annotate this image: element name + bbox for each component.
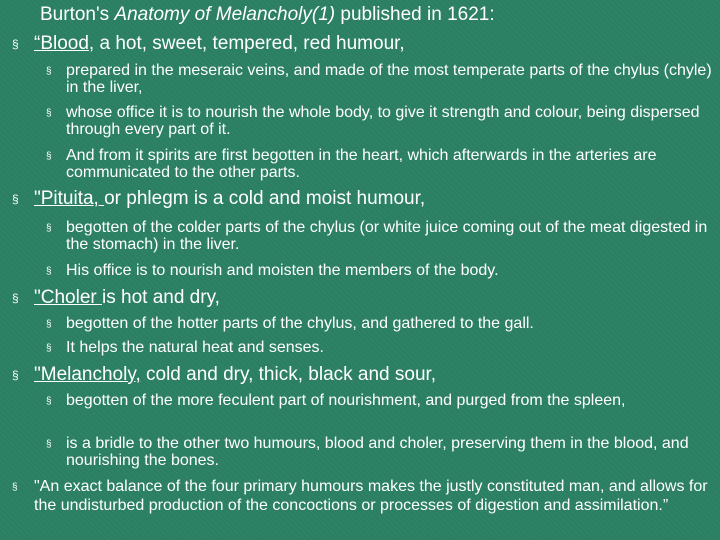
sub-item-text: begotten of the more feculent part of nourishment, and purged from the spleen, xyxy=(66,392,626,409)
humour-description: , a hot, sweet, tempered, red humour, xyxy=(88,33,405,54)
title-suffix: published in 1621: xyxy=(335,4,495,25)
sub-item-text: begotten of the colder parts of the chylus (or white juice coming out of the meat digested in the stomach) in the liver. xyxy=(66,219,708,253)
bullet-icon: § xyxy=(12,192,19,206)
bullet-icon: § xyxy=(46,266,52,277)
title-prefix: Burton's xyxy=(40,4,115,25)
bullet-icon: § xyxy=(46,439,52,450)
sub-item-text: prepared in the meseraic veins, and made of the most temperate parts of the chylus (chyle) in the liver, xyxy=(66,62,712,96)
sub-item-text: begotten of the hotter parts of the chylus, and gathered to the gall. xyxy=(66,315,534,332)
bullet-icon: § xyxy=(46,108,52,119)
humour-name: "Pituita, xyxy=(34,188,105,209)
sub-item xyxy=(46,262,714,279)
bullet-icon: § xyxy=(12,291,19,305)
humour-name: “Blood xyxy=(34,33,89,54)
bullet-icon: § xyxy=(46,151,52,162)
bullet-icon: § xyxy=(12,482,18,493)
humour-name: "Choler xyxy=(34,287,102,308)
closing-quote xyxy=(12,477,714,515)
bullet-icon: § xyxy=(46,66,52,77)
bullet-icon: § xyxy=(12,37,19,51)
humour-blood xyxy=(12,33,714,55)
humour-choler xyxy=(12,287,714,309)
sub-item xyxy=(46,435,714,469)
humour-pituita xyxy=(12,188,714,210)
sub-item xyxy=(46,315,714,332)
sub-item xyxy=(46,339,714,356)
bullet-icon: § xyxy=(46,343,52,354)
sub-item xyxy=(46,219,714,253)
title-book: Anatomy of Melancholy(1) xyxy=(114,4,336,25)
humour-heading xyxy=(34,188,714,210)
humour-name: "Melancholy, xyxy=(34,364,141,385)
sub-item-text: whose office it is to nourish the whole body, to give it strength and colour, being dispersed through every part of it. xyxy=(66,104,700,138)
sub-item xyxy=(46,104,714,138)
humour-description: is hot and dry, xyxy=(102,287,220,308)
closing-quote-text: "An exact balance of the four primary humours makes the justly constituted man, and allows for the undisturbed production of the concoctions or processes of digestion and assimilation.” xyxy=(34,478,708,514)
humour-description: or phlegm is a cold and moist humour, xyxy=(104,188,426,209)
sub-item xyxy=(46,392,714,409)
humour-heading xyxy=(34,33,714,55)
humour-melancholy xyxy=(12,364,714,386)
humour-description: cold and dry, thick, black and sour, xyxy=(140,364,437,385)
sub-item-text: His office is to nourish and moisten the members of the body. xyxy=(66,262,499,279)
sub-item-text: And from it spirits are first begotten in the heart, which afterwards in the arteries are communicated to the other parts. xyxy=(66,147,657,181)
bullet-icon: § xyxy=(46,319,52,330)
sub-item xyxy=(46,147,714,181)
sub-item-text: It helps the natural heat and senses. xyxy=(66,339,324,356)
sub-item-text: is a bridle to the other two humours, blood and choler, preserving them in the blood, and nourishing the bones. xyxy=(66,435,689,469)
bullet-icon: § xyxy=(12,368,19,382)
bullet-icon: § xyxy=(46,396,52,407)
slide-title xyxy=(40,3,495,26)
sub-item xyxy=(46,62,714,96)
bullet-icon: § xyxy=(46,223,52,234)
humour-heading xyxy=(34,364,714,386)
humour-heading xyxy=(34,287,714,309)
